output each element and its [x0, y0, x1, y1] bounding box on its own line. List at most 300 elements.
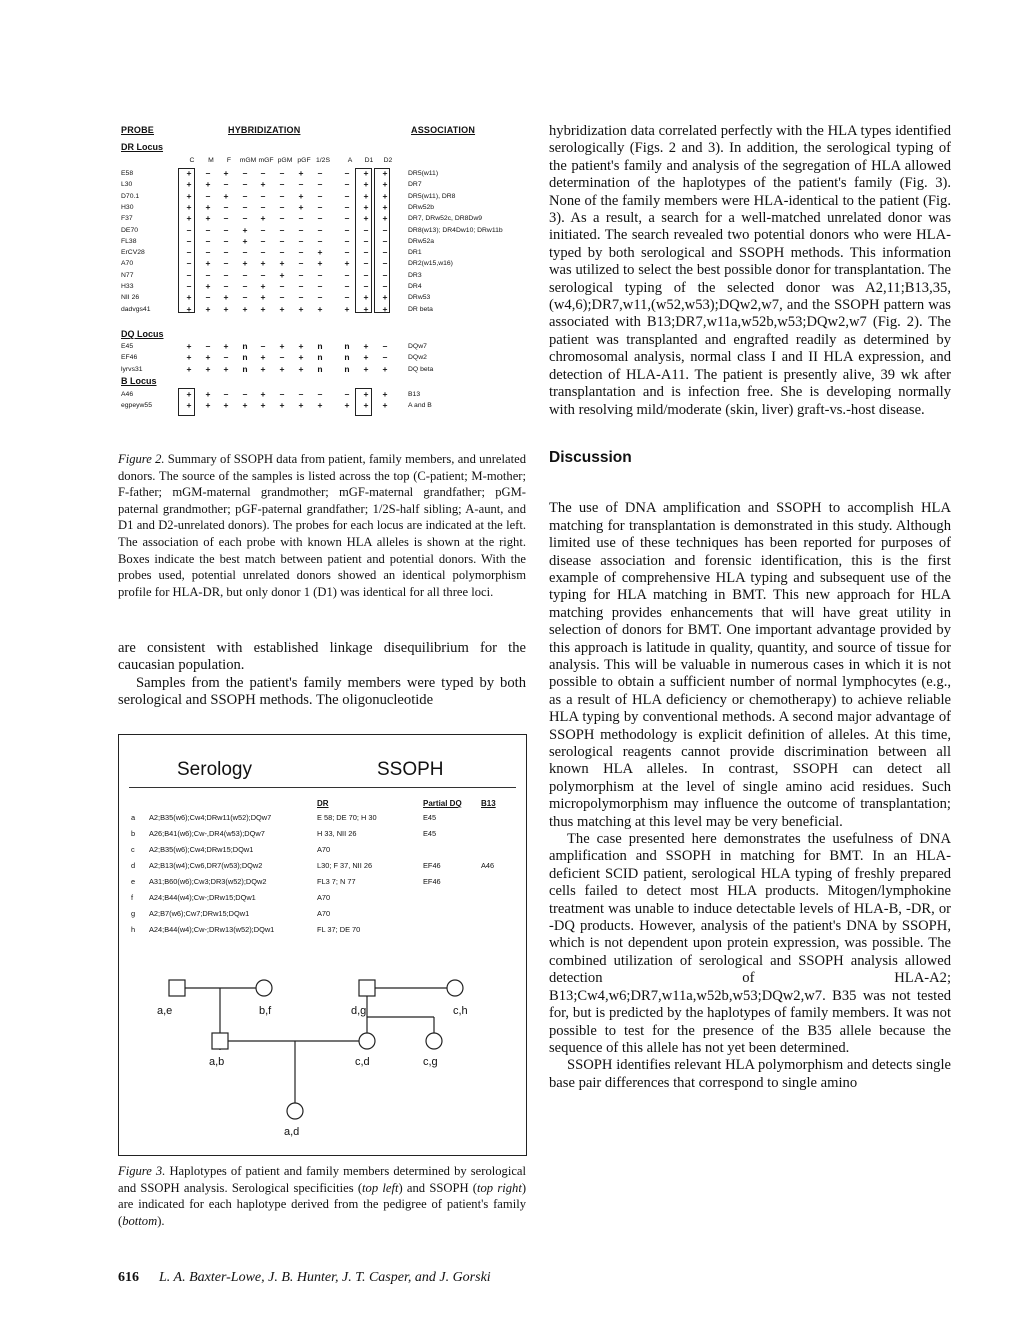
hybridization-result: + [382, 190, 388, 201]
label-gm2: c,h [453, 1005, 468, 1017]
mother-circle [359, 1033, 375, 1049]
column-header: pGF [297, 157, 311, 164]
serology-haplotype: A2;B13(w4);Cw6,DR7(w53);DQw2 [149, 861, 263, 870]
hybridization-result: + [186, 168, 192, 178]
hybridization-result: + [279, 269, 285, 280]
hybridization-result: + [279, 303, 285, 314]
hybridization-result: – [344, 247, 350, 258]
probe-name: D70.1 [121, 192, 140, 200]
hybridization-result: + [186, 341, 192, 351]
probe-name: H33 [121, 283, 134, 290]
allele-association: DQw2 [408, 354, 427, 362]
association-header: ASSOCIATION [411, 125, 476, 135]
hybridization-result: – [317, 213, 323, 224]
haplotype-letter: d [131, 861, 136, 870]
ssoph-dr: E 58; DE 70; H 30 [317, 813, 377, 822]
hybridization-result: + [223, 292, 229, 303]
hybridization-result: – [186, 247, 192, 258]
probe-name: ErCV28 [121, 249, 145, 257]
hybridization-result: – [344, 213, 350, 224]
hybridization-result: + [260, 258, 266, 269]
page-number: 616 [118, 1270, 139, 1285]
hybridization-result: – [298, 213, 304, 224]
hybridization-result: – [223, 224, 229, 235]
hybridization-result: + [242, 258, 248, 269]
hybridization-result: + [363, 389, 369, 399]
hybridization-header: HYBRIDIZATION [228, 125, 301, 135]
figure-2-caption-text: Summary of SSOPH data from patient, family members, and unrelated donors. The source of the samples is listed across the top (C-patient; M-mother; F-father; mGM-maternal grandmother; mGF-maternal grandfather; pGM-paternal grandmother; pGF-paternal grandfather; 1/2S-half sibling; A-aunt, and D1 and D2-unrelated donors). The probes for each locus are indicated at the left. The association of each probe with known HLA alleles is shown at the right. Boxes indicate the best match between patient and potential donors. With the probes used, potential unrelated donors showed an identical polymorphism profile for HLA-DR, but only donor 1 (D1) was identical for all three loci. [118, 452, 526, 599]
hybridization-result: – [298, 281, 304, 291]
hybridization-result: – [260, 168, 266, 178]
column-header: 1/2S [316, 157, 330, 164]
column-header: mGF [258, 157, 274, 164]
hybridization-result: + [223, 363, 229, 374]
column-header: C [189, 157, 195, 164]
hybridization-result: + [242, 235, 248, 246]
hybridization-result: + [317, 303, 323, 314]
ssoph-dr: A70 [317, 845, 331, 854]
hybridization-result: – [223, 179, 229, 190]
hybridization-result: + [242, 303, 248, 314]
ssoph-dr: FL3 7; N 77 [317, 877, 356, 886]
column-header: D2 [383, 157, 393, 164]
hybridization-result: + [186, 190, 192, 201]
hybridization-result: – [260, 190, 266, 201]
hybridization-result: + [205, 201, 211, 212]
hybridization-result: + [205, 303, 211, 314]
column-header: pGM [277, 157, 293, 164]
hybridization-result: + [363, 201, 369, 212]
hybridization-result: – [344, 281, 350, 291]
hybridization-result: – [242, 292, 248, 303]
allele-association: DRw52a [408, 237, 435, 245]
hybridization-result: n [242, 352, 248, 363]
hybridization-result: – [317, 269, 323, 280]
d2-dr-box [374, 168, 390, 313]
hybridization-result: – [317, 168, 323, 178]
hybridization-result: – [242, 247, 248, 258]
patient-circle [287, 1103, 303, 1119]
hybridization-result: + [363, 400, 369, 411]
hybridization-result: + [279, 363, 285, 374]
hybridization-result: + [382, 303, 388, 314]
hybridization-result: n [242, 341, 248, 351]
hybridization-result: – [298, 224, 304, 235]
allele-association: DR7, DRw52c, DR8Dw9 [408, 215, 483, 223]
probe-name: dadvgs41 [121, 305, 151, 313]
hybridization-result: + [223, 341, 229, 351]
column-header: F [226, 157, 232, 164]
d1-dr-box [355, 168, 372, 313]
hybridization-result: – [279, 389, 285, 399]
probe-name: F37 [121, 215, 133, 223]
father-square [212, 1033, 228, 1049]
figure-2-caption [118, 451, 526, 600]
column-header: M [208, 157, 214, 164]
allele-association: DQw7 [408, 343, 427, 350]
hybridization-result: n [344, 341, 350, 351]
hybridization-result: – [260, 269, 266, 280]
probe-name: NII 26 [121, 294, 140, 302]
column-header: mGM [239, 157, 257, 164]
hybridization-result: – [223, 213, 229, 224]
hybridization-result: – [317, 281, 323, 291]
discussion-paragraph-3: SSOPH identifies relevant HLA polymorphism and detects single base pair differences that correspond to single amino [549, 1057, 951, 1091]
hybridization-result: – [317, 201, 323, 212]
hybridization-result: – [317, 389, 323, 399]
haplotype-letter: c [131, 845, 135, 854]
allele-association: DRw52b [408, 203, 435, 211]
hybridization-result: + [260, 400, 266, 411]
aunt-circle [426, 1033, 442, 1049]
probe-name: A46 [121, 391, 134, 398]
hybridization-result: + [344, 303, 350, 314]
hybridization-result: – [279, 352, 285, 363]
hybridization-result: + [363, 363, 369, 374]
dr-locus-label: DR Locus [121, 142, 164, 152]
hybridization-result: – [279, 213, 285, 224]
hybridization-result: – [382, 352, 388, 363]
hybridization-result: – [223, 281, 229, 291]
hybridization-result: + [223, 190, 229, 201]
hybridization-result: – [205, 292, 211, 303]
figure-3-label: Figure 3. [118, 1164, 166, 1178]
hybridization-result: – [317, 224, 323, 235]
hybridization-result: + [363, 341, 369, 351]
hybridization-result: n [344, 363, 350, 374]
hybridization-result: + [223, 400, 229, 411]
hybridization-result: + [298, 303, 304, 314]
hybridization-result: – [298, 258, 304, 269]
hybridization-result: + [205, 352, 211, 363]
hybridization-result: + [344, 400, 350, 411]
hybridization-result: – [186, 269, 192, 280]
hybridization-result: + [298, 201, 304, 212]
hybridization-result: – [205, 235, 211, 246]
hybridization-result: + [344, 258, 350, 269]
hybridization-result: – [223, 389, 229, 399]
hybridization-result: + [186, 363, 192, 374]
allele-association: B13 [408, 391, 421, 398]
patient-dr-box [178, 168, 195, 313]
hybridization-result: + [382, 201, 388, 212]
serology-haplotype: A24;B44(w4);Cw-;DRw15;DQw1 [149, 893, 256, 902]
hybridization-result: – [298, 292, 304, 303]
hybridization-result: + [317, 258, 323, 269]
allele-association: DR8(w13); DR4Dw10; DRw11b [408, 226, 503, 234]
allele-association: DR3 [408, 271, 422, 279]
hybridization-result: – [279, 247, 285, 258]
ssoph-b13: A46 [481, 861, 495, 870]
page-footer [118, 1270, 491, 1286]
hybridization-result: – [363, 224, 369, 235]
allele-association: DR1 [408, 249, 422, 257]
hybridization-result: – [279, 179, 285, 190]
figure-3-caption-text-3: ) are indicated for each haplotype derived from the pedigree of patient's family ( [118, 1180, 527, 1228]
allele-association: DR5(w11) [408, 170, 439, 177]
hybridization-result: – [186, 281, 192, 291]
hybridization-result: + [382, 168, 388, 178]
haplotype-letter: h [131, 925, 136, 934]
probe-name: lyrvs31 [121, 365, 143, 373]
hybridization-result: – [279, 190, 285, 201]
hybridization-result: + [363, 303, 369, 314]
ssoph-dq: EF46 [423, 861, 441, 870]
label-gf2: d,g [351, 1005, 367, 1017]
hybridization-result: – [382, 224, 388, 235]
hybridization-result: + [279, 258, 285, 269]
hybridization-result: – [242, 190, 248, 201]
hybridization-result: – [242, 201, 248, 212]
hybridization-result: + [205, 213, 211, 224]
ssoph-dq: E45 [423, 829, 437, 838]
hybridization-result: – [344, 190, 350, 201]
hybridization-result: – [344, 224, 350, 235]
hybridization-result: – [242, 179, 248, 190]
hybridization-result: + [298, 341, 304, 351]
ssoph-dr: FL 37; DE 70 [317, 925, 361, 934]
discussion-heading: Discussion [549, 448, 632, 466]
allele-association: DR4 [408, 283, 422, 290]
hybridization-result: – [317, 292, 323, 303]
hybridization-result: + [205, 400, 211, 411]
probe-name: DE70 [121, 226, 139, 234]
hybridization-result: – [223, 352, 229, 363]
hybridization-result: – [298, 179, 304, 190]
grandmother-1-circle [256, 980, 272, 996]
hybridization-result: – [205, 168, 211, 178]
hybridization-result: – [344, 235, 350, 246]
hybridization-result: + [260, 179, 266, 190]
hybridization-result: – [279, 235, 285, 246]
hybridization-result: – [223, 269, 229, 280]
hybridization-result: – [382, 269, 388, 280]
hybridization-result: – [298, 269, 304, 280]
hybridization-result: – [382, 258, 388, 269]
grandmother-2-circle [447, 980, 463, 996]
hybridization-result: – [223, 258, 229, 269]
hybridization-result: – [363, 247, 369, 258]
hybridization-result: – [382, 235, 388, 246]
hybridization-result: + [363, 213, 369, 224]
hybridization-result: n [317, 363, 323, 374]
ssoph-dr: L30; F 37, NII 26 [317, 861, 373, 870]
ssoph-dq: E45 [423, 813, 437, 822]
hybridization-result: n [317, 352, 323, 363]
hybridization-result: + [186, 303, 192, 314]
label-gm1: b,f [259, 1005, 272, 1017]
hybridization-result: – [317, 235, 323, 246]
figure-3-caption-italic-1: top left [362, 1180, 399, 1195]
hybridization-result: + [382, 389, 388, 399]
allele-association: DQ beta [408, 365, 434, 373]
probe-name: EF46 [121, 354, 138, 362]
hybridization-result: + [260, 292, 266, 303]
hybridization-result: – [382, 247, 388, 258]
hybridization-result: – [363, 258, 369, 269]
hybridization-result: + [298, 352, 304, 363]
hybridization-result: + [205, 389, 211, 399]
hybridization-result: + [382, 213, 388, 224]
serology-haplotype: A2;B35(w6);Cw4;DRw15;DQw1 [149, 845, 254, 854]
probe-name: FL38 [121, 237, 137, 245]
hybridization-result: + [186, 292, 192, 303]
hybridization-result: – [344, 292, 350, 303]
hybridization-result: – [298, 389, 304, 399]
hybridization-result: + [260, 213, 266, 224]
haplotype-letter: a [131, 813, 136, 822]
allele-association: DR7 [408, 181, 422, 189]
ssoph-dr: A70 [317, 893, 331, 902]
hybridization-result: – [242, 389, 248, 399]
hybridization-result: – [242, 269, 248, 280]
hybridization-result: + [298, 400, 304, 411]
figure-3-caption-text-2: ) and SSOPH ( [398, 1180, 477, 1195]
figure-3-caption-text-1: Haplotypes of patient and family members determined by serological and SSOPH analysis. Serological specificities ( [118, 1164, 527, 1195]
hybridization-result: – [317, 179, 323, 190]
hybridization-result: – [279, 224, 285, 235]
hybridization-result: – [279, 201, 285, 212]
probe-name: L30 [121, 181, 133, 189]
serology-haplotype: A2;B7(w6);Cw7;DRw15;DQw1 [149, 909, 250, 918]
hybridization-result: – [223, 235, 229, 246]
hybridization-result: – [317, 190, 323, 201]
hybridization-result: + [363, 168, 369, 178]
label-mother: c,d [355, 1056, 370, 1068]
hybridization-result: – [344, 389, 350, 399]
hybridization-result: – [186, 258, 192, 269]
hybridization-result: + [260, 303, 266, 314]
serology-title: Serology [177, 759, 252, 780]
partial-dq-subheader: Partial DQ [423, 799, 462, 808]
dr-subheader: DR [317, 799, 329, 808]
hybridization-result: – [186, 224, 192, 235]
label-patient: a,d [284, 1126, 300, 1138]
hybridization-result: + [298, 190, 304, 201]
b-locus-label: B Locus [121, 376, 157, 386]
allele-association: DR5(w11), DR8 [408, 192, 456, 200]
label-aunt: c,g [423, 1056, 438, 1068]
hybridization-result: – [279, 281, 285, 291]
probe-name: E58 [121, 170, 134, 177]
probe-header: PROBE [121, 125, 155, 135]
hybridization-result: n [344, 352, 350, 363]
hybridization-result: + [242, 400, 248, 411]
hybridization-result: + [186, 179, 192, 190]
hybridization-result: + [363, 190, 369, 201]
hybridization-result: – [344, 168, 350, 178]
hybridization-result: + [279, 341, 285, 351]
hybridization-result: – [344, 201, 350, 212]
probe-name: N77 [121, 271, 134, 279]
grandfather-1-square [169, 980, 185, 996]
hybridization-result: – [260, 201, 266, 212]
allele-association: A and B [408, 402, 432, 410]
hybridization-result: – [279, 168, 285, 178]
serology-haplotype: A2;B35(w6);Cw4;DRw11(w52);DQw7 [149, 813, 272, 822]
hybridization-result: + [186, 201, 192, 212]
haplotype-letter: b [131, 829, 136, 838]
serology-haplotype: A31;B60(w6);Cw3;DR3(w52);DQw2 [149, 877, 267, 886]
figure-2-label: Figure 2. [118, 452, 165, 466]
serology-haplotype: A26;B41(w6);Cw-,DR4(w53);DQw7 [149, 829, 265, 838]
hybridization-result: + [205, 281, 211, 291]
hybridization-result: + [242, 224, 248, 235]
hybridization-result: – [260, 235, 266, 246]
hybridization-result: + [260, 352, 266, 363]
hybridization-result: – [260, 247, 266, 258]
probe-name: E45 [121, 343, 134, 350]
serology-haplotype: A24;B44(w4);Cw-;DRw13(w52);DQw1 [149, 925, 275, 934]
figure-3-caption-italic-3: bottom [122, 1213, 158, 1228]
figure-3-caption-text-4: ). [157, 1213, 165, 1228]
hybridization-result: – [363, 269, 369, 280]
hybridization-result: – [344, 179, 350, 190]
hybridization-result: n [242, 363, 248, 374]
hybridization-result: – [279, 292, 285, 303]
figure-3-caption [118, 1163, 526, 1229]
probe-name: H30 [121, 203, 134, 211]
hybridization-result: + [317, 400, 323, 411]
hybridization-result: + [260, 281, 266, 291]
hybridization-result: – [186, 235, 192, 246]
hybridization-result: – [344, 269, 350, 280]
hybridization-result: + [186, 352, 192, 363]
hybridization-result: – [242, 281, 248, 291]
hybridization-result: + [186, 400, 192, 411]
column-header: A [347, 157, 353, 164]
hybridization-result: + [223, 168, 229, 178]
grandfather-2-square [359, 980, 375, 996]
hybridization-result: + [382, 179, 388, 190]
hybridization-result: – [223, 201, 229, 212]
hybridization-result: + [382, 292, 388, 303]
hybridization-result: + [205, 363, 211, 374]
hybridization-result: – [205, 341, 211, 351]
ssoph-dr: H 33, NII 26 [317, 829, 357, 838]
hybridization-result: – [205, 190, 211, 201]
footer-authors: L. A. Baxter-Lowe, J. B. Hunter, J. T. Casper, and J. Gorski [159, 1270, 491, 1285]
dq-locus-label: DQ Locus [121, 329, 164, 339]
hybridization-result: – [382, 281, 388, 291]
probe-name: egpeyw55 [121, 402, 152, 410]
hybridization-result: + [260, 389, 266, 399]
hybridization-result: – [363, 235, 369, 246]
figure-3-caption-italic-2: top right [476, 1180, 522, 1195]
ssoph-title: SSOPH [377, 759, 444, 780]
hybridization-result: + [186, 389, 192, 399]
hybridization-result: + [363, 292, 369, 303]
hybridization-result: + [205, 258, 211, 269]
pedigree-chart [119, 735, 526, 1155]
hybridization-result: + [382, 363, 388, 374]
hybridization-result: + [205, 179, 211, 190]
hybridization-result: – [260, 341, 266, 351]
hybridization-result: + [317, 247, 323, 258]
hybridization-result: n [317, 341, 323, 351]
hybridization-result: – [205, 247, 211, 258]
allele-association: DRw53 [408, 294, 431, 302]
allele-association: DR beta [408, 305, 433, 313]
hybridization-result: – [242, 213, 248, 224]
hybridization-result: + [363, 179, 369, 190]
label-father: a,b [209, 1056, 225, 1068]
haplotype-letter: g [131, 909, 136, 918]
column-header: D1 [364, 157, 374, 164]
probe-name: A70 [121, 260, 134, 268]
haplotype-letter: f [131, 893, 134, 902]
hybridization-result: + [363, 352, 369, 363]
